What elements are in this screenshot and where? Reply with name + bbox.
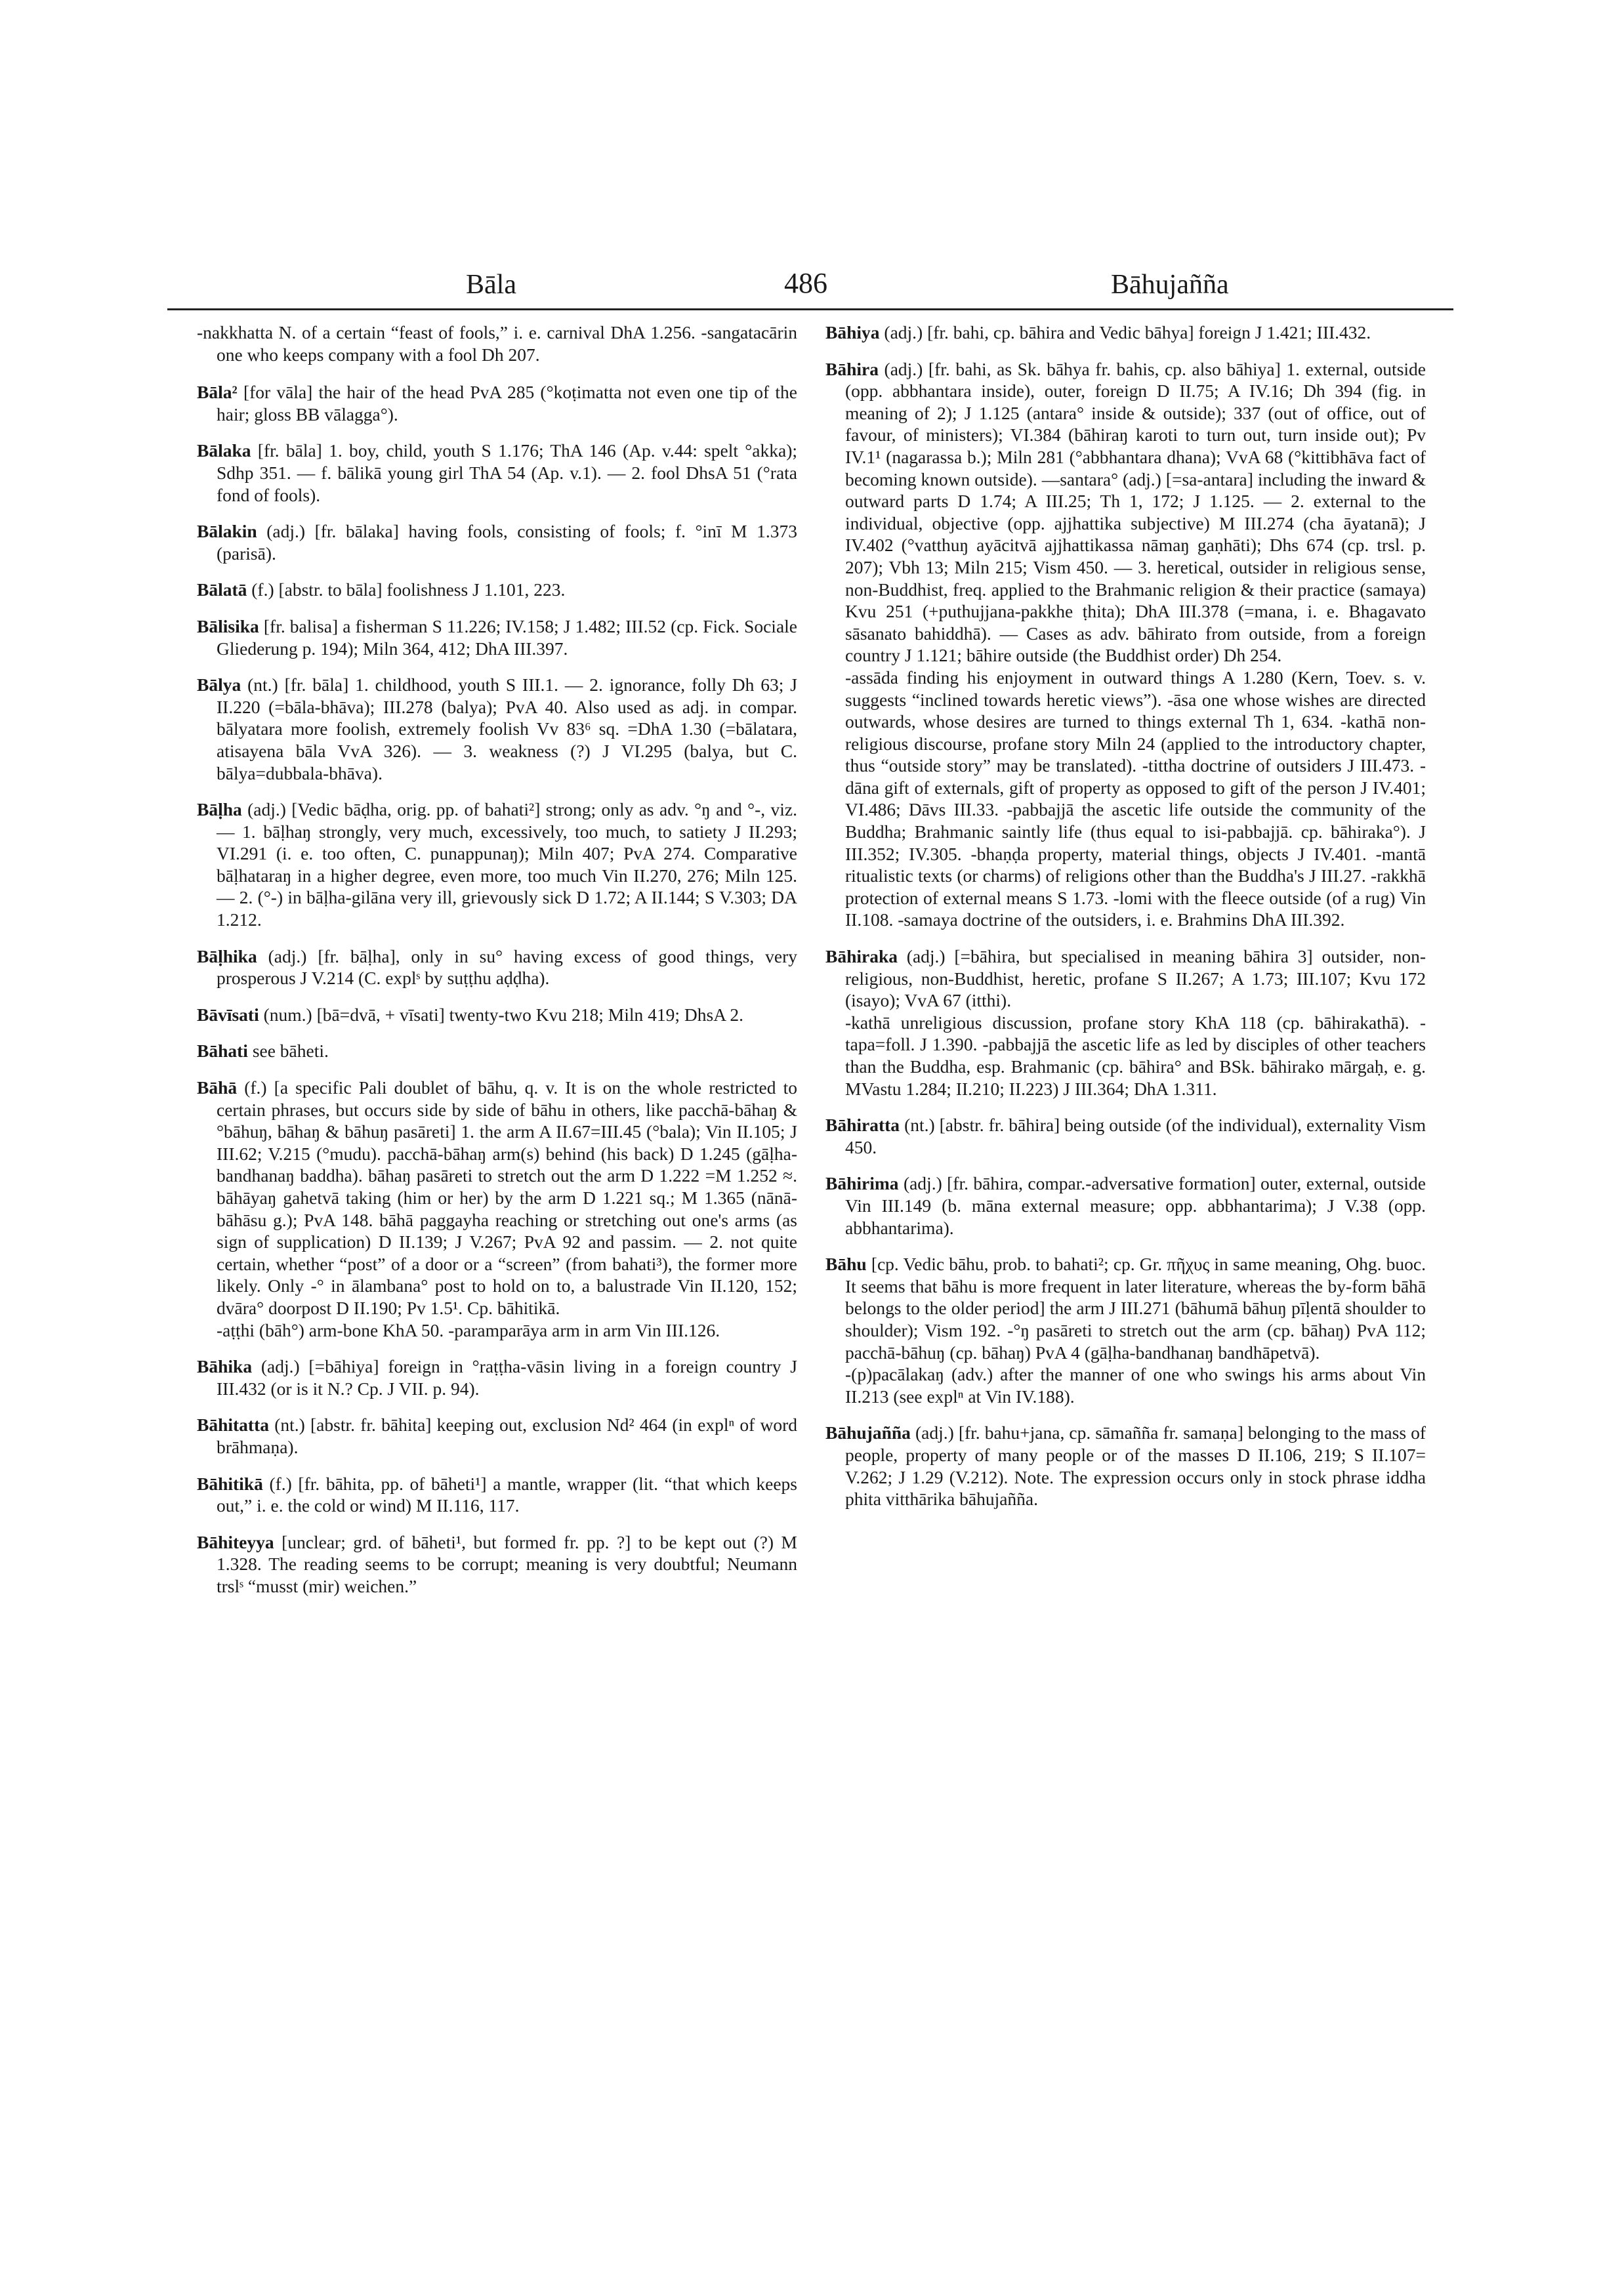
entry-headword: Bāhira	[825, 358, 879, 379]
entry-definition: [fr. balisa] a fisherman S 11.226; IV.158; J 1.482; III.52 (cp. Fick. Sociale Gliederung p. 194); Miln 364, 412; DhA III.397.	[217, 615, 797, 659]
entry-headword: Bālatā	[197, 579, 247, 600]
dictionary-entry	[197, 1004, 797, 1026]
entry-headword: Bāhitatta	[197, 1415, 269, 1436]
entry-definition: (adj.) [=bāhiya] foreign in °raṭṭha-vāsin living in a foreign country J III.432 (or is it N.? Cp. J VII. p. 94).	[217, 1356, 797, 1399]
dictionary-entry	[197, 440, 797, 506]
entry-definition: [fr. bāla] 1. boy, child, youth S 1.176; ThA 146 (Ap. v.44: spelt °akka); Sdhp 351. — f. bālikā young girl ThA 54 (Ap. v.1). — 2. fool DhsA 51 (°rata fond of fools).	[217, 440, 797, 505]
entry-definition: (adj.) [fr. bāḷha], only in su° having excess of good things, very prosperous J V.214 (C. explˢ by suṭṭhu aḍḍha).	[217, 945, 797, 989]
entry-headword: Bāhā	[197, 1077, 238, 1098]
entry-definition: (adj.) [=bāhira, but specialised in meaning bāhira 3] outsider, non-religious, non-Buddhist, heretic, profane S II.267; A 1.73; III.107; Kvu 172 (isayo); VvA 67 (itthi).	[845, 946, 1426, 1011]
dictionary-entry	[197, 1414, 797, 1458]
entry-headword: Bālaka	[197, 440, 251, 461]
entry-definition: (num.) [bā=dvā, + vīsati] twenty-two Kvu 218; Miln 419; DhsA 2.	[259, 1004, 744, 1025]
dictionary-entry	[197, 579, 797, 601]
page-number: 486	[784, 267, 827, 299]
entry-definition: [cp. Vedic bāhu, prob. to bahati²; cp. Gr. πῆχυς in same meaning, Ohg. buoc. It seems that bāhu is more frequent in later literature, whereas the by-form bāhā belongs to the older period] the arm J III.271 (bāhumā bāhuŋ pīḷentā shoulder to shoulder); Vism 192. -°ŋ pasāreti to stretch out the arm (cp. bāhaŋ) PvA 112; pacchā-bāhuŋ (cp. bāhaŋ) PvA 4 (gāḷha-bandhanaŋ bandhāpetvā).	[845, 1254, 1426, 1363]
entry-compounds: -assāda finding his enjoyment in outward things A 1.280 (Kern, Toev. s. v. suggests “inclined towards heretic views”). -āsa one whose wishes are directed outwards, whose desires are turned to things external Th 1, 634. -kathā non-religious discourse, profane story Miln 24 (applied to the introductory chapter, thus “outside story” may be translated). -tittha doctrine of outsiders J III.473. -dāna gift of externals, gift of property as opposed to gift of the person J IV.401; VI.486; Dāvs III.33. -pabbajjā the ascetic life outside the community of the Buddha; Brahmanic saintly life (thus equal to isi-pabbajjā. cp. bāhiraka°). J III.352; IV.305. -bhaṇḍa property, material things, objects J IV.401. -mantā ritualistic texts (or charms) of religions other than the Buddha's J III.27. -rakkhā protection of external means S 1.73. -lomi with the fleece outside (of a rug) Vin II.108. -samaya doctrine of the outsiders, i. e. Brahmins DhA III.392.	[845, 667, 1426, 930]
header-rule	[167, 308, 1453, 310]
entry-definition: (adj.) [fr. bahu+jana, cp. sāmañña fr. samaṇa] belonging to the mass of people, property of many people or of the masses D II.106, 219; S II.107= V.262; J 1.29 (V.212). Note. The expression occurs only in stock phrase iddha phita vitthārika bāhujañña.	[845, 1422, 1426, 1510]
entry-headword: Bāhiraka	[825, 946, 898, 967]
entry-compounds: -(p)pacālakaŋ (adv.) after the manner of one who swings his arms about Vin II.213 (see explⁿ at Vin IV.188).	[845, 1364, 1426, 1407]
dictionary-entry	[197, 945, 797, 989]
entry-headword: Bāhiteyya	[197, 1531, 274, 1552]
entry-definition: (adj.) [fr. bahi, as Sk. bāhya fr. bahis, cp. also bāhiya] 1. external, outside (opp. abbhantara inside), outer, foreign D II.75; A IV.16; Dh 394 (fig. in meaning of 2); J 1.125 (antara° inside & outside); 337 (out of office, out of favour, of ministers); VI.384 (bāhiraŋ karoti to turn out, turn inside out); Pv IV.1¹ (nagarassa b.); Miln 281 (°abbhantara dhana); VvA 68 (°kittibhāva fact of becoming known outside). —santara° (adj.) [=sa-antara] including the inward & outward parts D 1.74; A III.25; Th 1, 172; J 1.125. — 2. external to the individual, objective (opp. ajjhattika subjective) M III.274 (cha āyatanā); J IV.402 (°vatthuŋ ayācitvā ajjhattikassa nāmaŋ gaṇhāti); Dhs 674 (cp. trsl. p. 207); Vbh 13; Miln 215; Vism 450. — 3. heretical, outsider in religious sense, non-Buddhist, freq. applied to the Brahmanic religion & their practice (samaya) Kvu 251 (+puthujjana-pakkhe ṭhita); DhA III.378 (=mana, i. e. Bhagavato sāsanato bahiddhā). — Cases as adv. bāhirato from outside, from a foreign country J 1.121; bāhire outside (the Buddhist order) Dh 254.	[845, 358, 1426, 666]
entry-headword: Bāla²	[197, 382, 238, 403]
dictionary-entry	[197, 1473, 797, 1517]
dictionary-entry	[197, 615, 797, 659]
entry-headword: Bāhati	[197, 1041, 248, 1062]
dictionary-entry	[825, 1253, 1426, 1407]
entry-definition: [unclear; grd. of bāheti¹, but formed fr. pp. ?] to be kept out (?) M 1.328. The reading seems to be corrupt; meaning is very doubtful; Neumann trslˢ “musst (mir) weichen.”	[217, 1531, 797, 1596]
dictionary-entry	[197, 1077, 797, 1341]
entry-headword: Bāhiratta	[825, 1115, 900, 1136]
dictionary-entry	[197, 381, 797, 425]
dictionary-entry	[825, 321, 1426, 344]
dictionary-entry	[825, 1172, 1426, 1239]
header-left-guide-word: Bāla	[466, 270, 516, 300]
entry-headword: Bāhitikā	[197, 1473, 263, 1494]
right-column	[825, 321, 1426, 1525]
entry-definition: (adj.) [fr. bālaka] having fools, consisting of fools; f. °inī M 1.373 (parisā).	[217, 521, 797, 564]
entry-definition: (nt.) [abstr. fr. bāhira] being outside (of the individual), externality Vism 450.	[845, 1115, 1426, 1157]
dictionary-entry	[197, 520, 797, 564]
header-right-guide-word: Bāhujañña	[1111, 270, 1229, 300]
entry-headword: Bālakin	[197, 521, 257, 542]
dictionary-entry	[825, 1114, 1426, 1158]
entry-headword: Bāhirima	[825, 1173, 899, 1194]
dictionary-entry	[825, 1422, 1426, 1510]
entry-headword: Bāḷhika	[197, 945, 257, 966]
entry-definition: see bāheti.	[247, 1041, 329, 1062]
entry-compounds: -kathā unreligious discussion, profane story KhA 118 (cp. bāhirakathā). -tapa=foll. J 1.390. -pabbajjā the ascetic life as led by disciples of other teachers than the Buddha, esp. Brahmanic (cp. bāhira° and BSk. bāhirako mārgaḥ, e. g. MVastu 1.284; II.210; II.223) J III.364; DhA 1.311.	[845, 1012, 1426, 1099]
dictionary-entry	[825, 358, 1426, 931]
entry-headword: Bālisika	[197, 615, 259, 636]
dictionary-entry	[197, 1040, 797, 1062]
dictionary-entry	[197, 321, 797, 365]
entry-definition: (adj.) [fr. bāhira, compar.-adversative formation] outer, external, outside Vin III.149 (b. māna external measure; opp. abbhantarima); J V.38 (opp. abbhantarima).	[845, 1173, 1426, 1238]
entry-definition: [for vāla] the hair of the head PvA 285 (°koṭimatta not even one tip of the hair; gloss BB vālagga°).	[217, 382, 797, 424]
entry-definition: (f.) [abstr. to bāla] foolishness J 1.101, 223.	[247, 579, 566, 600]
page-header	[167, 261, 1453, 306]
entry-definition: (nt.) [fr. bāla] 1. childhood, youth S III.1. — 2. ignorance, folly Dh 63; J II.220 (=bāla-bhāva); III.278 (balya); PvA 40. Also used as adj. in compar. bālyatara more foolish, extremely foolish Vv 83⁶ sq. =DhA 1.30 (=bālatara, atisayena bāla VvA 326). — 3. weakness (?) J VI.295 (balya, but C. bālya=dubbala-bhāva).	[217, 674, 797, 783]
entry-headword: Bāḷha	[197, 799, 242, 820]
left-column	[197, 321, 797, 1612]
entry-definition: (adj.) [fr. bahi, cp. bāhira and Vedic bāhya] foreign J 1.421; III.432.	[879, 322, 1371, 342]
dictionary-entry	[825, 945, 1426, 1100]
entry-definition: (f.) [fr. bāhita, pp. of bāheti¹] a mantle, wrapper (lit. “that which keeps out,” i. e. the cold or wind) M II.116, 117.	[217, 1473, 797, 1516]
dictionary-entry	[197, 1531, 797, 1598]
entry-headword: Bāhu	[825, 1254, 867, 1275]
entry-headword: Bāhika	[197, 1356, 253, 1377]
entry-headword: Bāvīsati	[197, 1004, 259, 1025]
entry-definition: (nt.) [abstr. fr. bāhita] keeping out, exclusion Nd² 464 (in explⁿ of word brāhmaṇa).	[217, 1415, 797, 1457]
entry-definition: (f.) [a specific Pali doublet of bāhu, q. v. It is on the whole restricted to certain phrases, but occurs side by side of bāhu in others, like pacchā-bāhaŋ & °bāhuŋ, bāhaŋ & bāhuŋ pasāreti] 1. the arm A II.67=III.45 (°bala); Vin II.105; J III.62; V.215 (°mudu). pacchā-bāhaŋ arm(s) behind (his back) D 1.245 (gāḷha-bandhanaŋ baddha). bāhaŋ pasāreti to stretch out the arm D 1.222 =M 1.252 ≈. bāhāyaŋ gahetvā taking (him or her) by the arm D 1.221 sq.; M 1.365 (nānā-bāhāsu g.); PvA 148. bāhā paggayha reaching or stretching out one's arms (as sign of supplication) D II.139; J V.267; PvA 92 and passim. — 2. not quite certain, whether “post” of a door or a “screen” (from bahati³), the former more likely. Only -° in ālambana° post to hold on to, a balustrade Vin II.120, 152; dvāra° doorpost D II.190; Pv 1.5¹. Cp. bāhitikā.	[217, 1077, 797, 1318]
entry-definition: -nakkhatta N. of a certain “feast of fools,” i. e. carnival DhA 1.256. -sangatacārin one who keeps company with a fool Dh 207.	[197, 322, 797, 365]
dictionary-entry	[197, 674, 797, 784]
dictionary-entry	[197, 1355, 797, 1399]
entry-headword: Bāhiya	[825, 322, 880, 342]
entry-compounds: -aṭṭhi (bāh°) arm-bone KhA 50. -paramparāya arm in arm Vin III.126.	[217, 1319, 720, 1340]
entry-definition: (adj.) [Vedic bāḍha, orig. pp. of bahati²] strong; only as adv. °ŋ and °-, viz. — 1. bāḷhaŋ strongly, very much, excessively, too much, to satiety J II.293; VI.291 (i. e. too often, C. punappunaŋ); Miln 407; PvA 274. Comparative bāḷhataraŋ in a higher degree, even more, too much Vin II.270, 276; Miln 125. — 2. (°-) in bāḷha-gilāna very ill, grievously sick D 1.72; A II.144; S V.303; DA 1.212.	[217, 799, 797, 930]
dictionary-entry	[197, 798, 797, 931]
entry-headword: Bālya	[197, 674, 241, 695]
entry-headword: Bāhujañña	[825, 1422, 911, 1443]
